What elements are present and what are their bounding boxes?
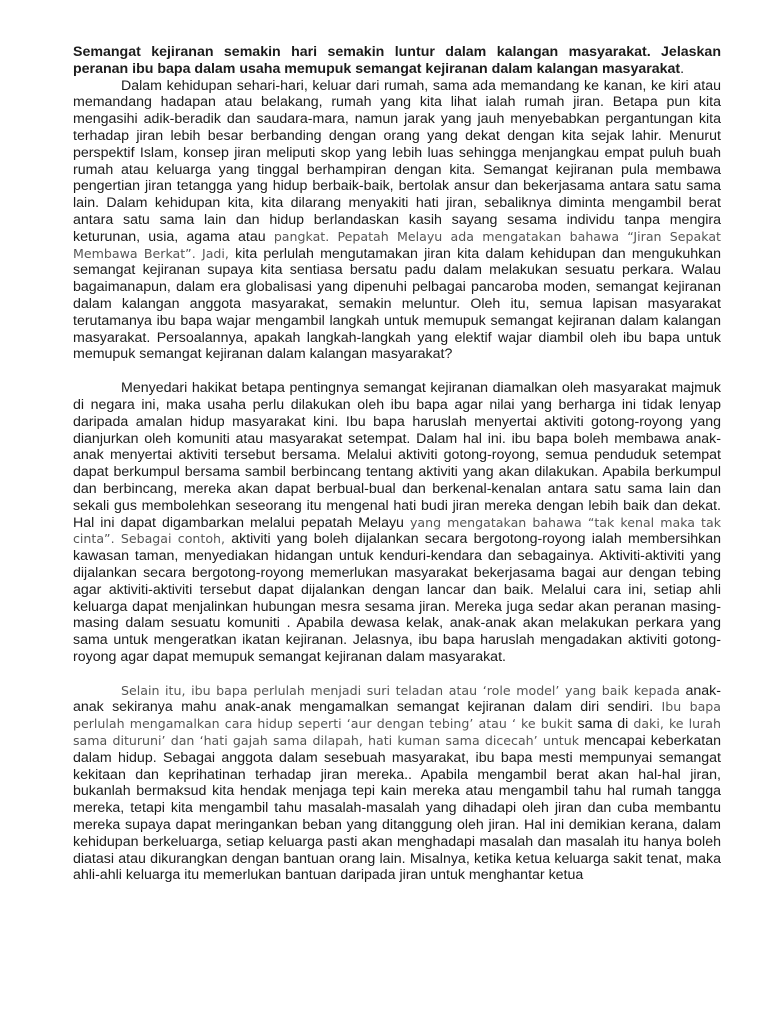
document-page [73, 44, 721, 884]
paragraph-introduction-part-c: kita perlulah mengutamakan jiran kita dalam kehidupan dan mengukuhkan semangat kejiranan supaya kita sentiasa bersatu padu dalam melakukan sesuatu perkara. Walau bagaimanapun, dalam era globalisasi yang dipenuhi pelbagai pancaroba moden, semangat kejiranan dalam kalangan anggota masyarakat, semakin meluntur. Oleh itu, semua lapisan masyarakat terutamanya ibu bapa wajar mengambil langkah untuk memupuk semangat kejiranan dalam kalangan masyarakat. Persoalannya, apakah langkah-langkah yang elektif wajar diambil oleh ibu bapa untuk memupuk semangat kejiranan dalam kalangan masyarakat? [73, 245, 721, 363]
paragraph-role-model-part-c: Ibu bapa perlulah mengamalkan cara hidup seperti ‘aur dengan tebing’ atau ‘ ke bukit [73, 699, 722, 732]
paragraph-spacer [73, 363, 721, 380]
essay-question-period: . [680, 60, 685, 77]
paragraph-role-model-part-b: anak-anak sekiranya mahu anak-anak mengamalkan semangat kejiranan dalam diri sendiri. [73, 682, 721, 716]
paragraph-introduction-part-b: pangkat. Pepatah Melayu ada mengatakan bahawa “Jiran Sepakat Membawa Berkat”. Jadi, [73, 228, 721, 261]
paragraph-gotong-royong-part-a: Menyedari hakikat betapa pentingnya semangat kejiranan diamalkan oleh masyarakat majmuk di negara ini, maka usaha perlu dilakukan oleh ibu bapa agar nilai yang berharga ini tidak lenyap daripada amalan hidup masyarakat kini. Ibu bapa haruslah menyertai aktiviti gotong-royong yang dianjurkan oleh komuniti atau masyarakat setempat. Dalam hal ini. ibu bapa boleh membawa anak-anak menyertai aktiviti tersebut bersama. Melalui aktiviti gotong-royong, semua penduduk setempat dapat berkumpul bersama sambil berbincang tentang aktiviti yang akan dilakukan. Apabila berkumpul dan berbincang, mereka akan dapat berbual-bual dan berkenal-kenalan antara satu sama lain dan sekali gus membolehkan seseorang itu mengenal hati budi jiran mereka dengan lebih baik dan dekat. Hal ini dapat digambarkan melalui pepatah Melayu [73, 380, 721, 531]
paragraph-role-model-part-d: sama di [572, 716, 634, 733]
paragraph-spacer [73, 666, 721, 683]
paragraph-role-model-part-f: mencapai keberkatan dalam hidup. Sebagai anggota dalam sesebuah masyarakat, ibu bapa mesti mempunyai semangat kekitaan dan keprihatinan terhadap jiran mereka.. Apabila mengambil berat akan hal-hal jiran, bukanlah bermaksud kita hendak menjaga tepi kain mereka atau mengambil tahu hal rumah tangga mereka, tetapi kita mengambil tahu masalah-masalah yang dihadapi oleh jiran dan cuba membantu mereka supaya dapat meringankan beban yang ditanggung oleh jiran. Hal ini demikian kerana, dalam kehidupan berkeluarga, setiap keluarga pasti akan menghadapi masalah dan masalah itu hanya boleh diatasi atau dikurangkan dengan bantuan orang lain. Misalnya, ketika ketua keluarga sakit tenat, maka ahli-ahli keluarga itu memerlukan bantuan daripada jiran untuk menghantar ketua [73, 733, 721, 884]
paragraph-gotong-royong-part-b: yang mengatakan bahawa “tak kenal maka tak cinta”. Sebagai contoh, [73, 514, 721, 547]
paragraph-role-model [73, 683, 721, 885]
paragraph-introduction [73, 78, 721, 364]
paragraph-introduction-part-a: Dalam kehidupan sehari-hari, keluar dari rumah, sama ada memandang ke kanan, ke kiri atau memandang hadapan atau belakang, rumah yang kita lihat ialah rumah jiran. Betapa pun kita mengasihi adik-beradik dan saudara-mara, namun jarak yang jauh menyebabkan pergantungan kita terhadap jiran lebih besar berbanding dengan orang yang dekat dengan kita sejak lahir. Menurut perspektif Islam, konsep jiran meliputi skop yang lebih luas sehingga menjangkau empat puluh buah rumah atau keluarga yang tinggal berhampiran dengan kita. Semangat kejiranan pula membawa pengertian jiran tetangga yang hidup berbaik-baik, bertolak ansur dan bekerjasama antara satu sama lain. Dalam kehidupan kita, kita dilarang menyakiti hati jiran, sebaliknya diminta mengambil berat antara satu sama lain dan hidup berlandaskan kasih sayang sesama individu tanpa mengira keturunan, usia, agama atau [73, 77, 721, 245]
paragraph-role-model-part-a: Selain itu, ibu bapa perlulah menjadi suri teladan atau ‘role model’ yang baik kepada [121, 682, 680, 698]
paragraph-role-model-part-e: daki, ke lurah sama dituruni’ dan ‘hati gajah sama dilapah, hati kuman sama dicecah’ untuk [73, 716, 721, 749]
paragraph-gotong-royong-part-c: aktiviti yang boleh dijalankan secara bergotong-royong ialah membersihkan kawasan taman, menyediakan hidangan untuk kenduri-kendara dan sebagainya. Aktiviti-aktiviti yang dijalankan secara bergotong-royong memerlukan masyarakat bekerjasama bagai aur dengan tebing agar aktiviti-aktiviti tersebut dapat dijalankan dengan lancar dan baik. Melalui cara ini, setiap ahli keluarga dapat menjalinkan hubungan mesra sesama jiran. Mereka juga sedar akan peranan masing-masing dalam sesuatu komuniti . Apabila dewasa kelak, anak-anak akan melakukan perkara yang sama untuk mengeratkan ikatan kejiranan. Jelasnya, ibu bapa haruslah mengadakan aktiviti gotong-royong agar dapat memupuk semangat kejiranan dalam masyarakat. [73, 531, 721, 665]
essay-question [73, 44, 721, 78]
paragraph-gotong-royong [73, 380, 721, 666]
essay-question-text: Semangat kejiranan semakin hari semakin luntur dalam kalangan masyarakat. Jelaskan peranan ibu bapa dalam usaha memupuk semangat kejiranan dalam kalangan masyarakat [73, 44, 721, 77]
